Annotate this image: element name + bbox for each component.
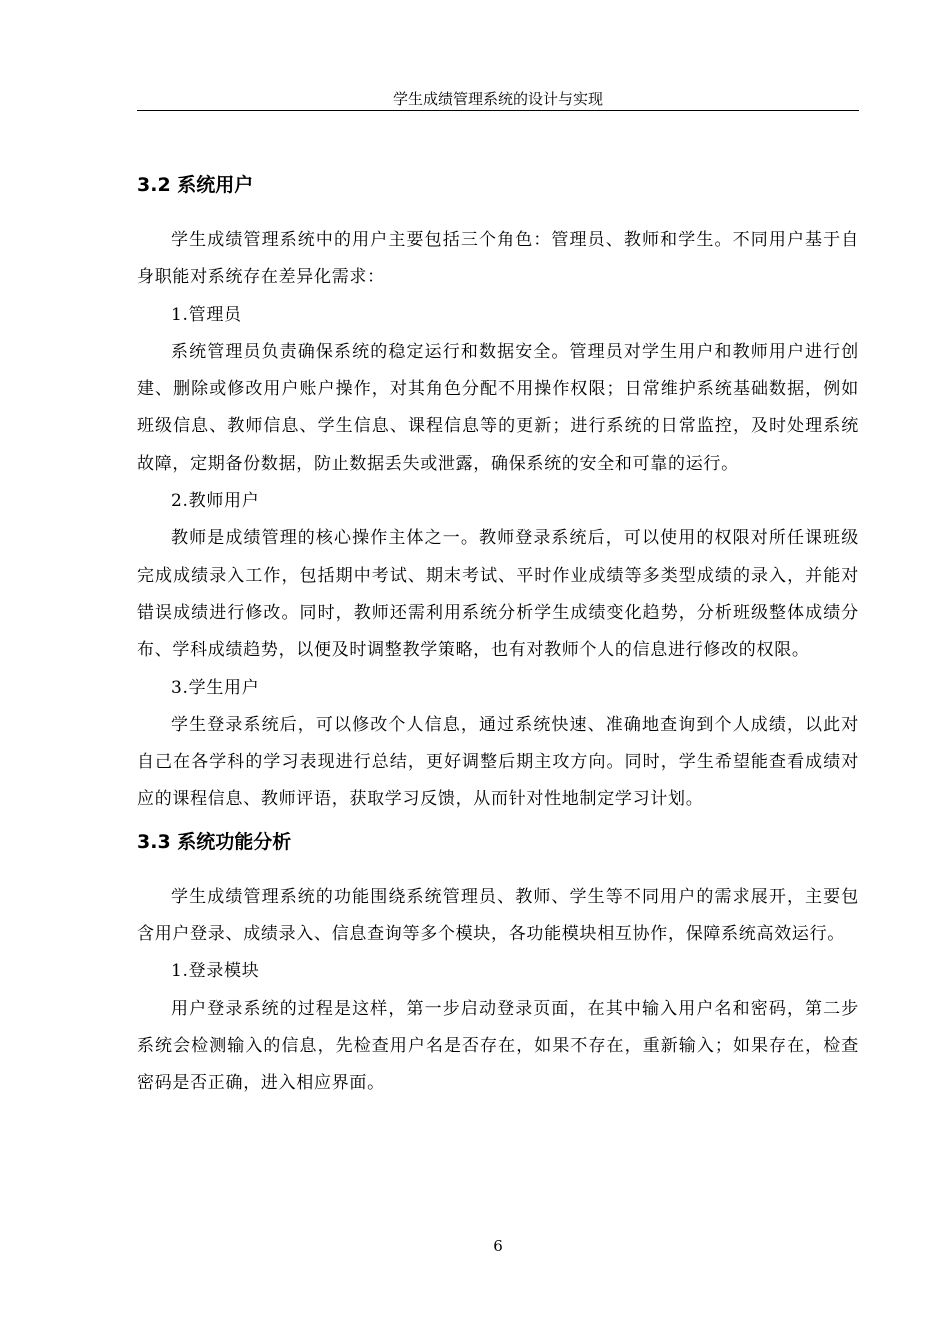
list-item-heading: 1.管理员 <box>171 304 242 325</box>
section-heading-3-2: 3.2 系统用户 <box>137 174 254 196</box>
list-item-heading: 1.登录模块 <box>171 961 260 982</box>
paragraph: 学生登录系统后，可以修改个人信息，通过系统快速、准确地查询到个人成绩，以此对自己在各学科的学习表现进行总结，更好调整后期主攻方向。同时，学生希望能查看成绩对应的课程信息、教师评语，获取学习反馈，从而针对性地制定学习计划。 <box>137 714 859 810</box>
paragraph: 系统管理员负责确保系统的稳定运行和数据安全。管理员对学生用户和教师用户进行创建、删除或修改用户账户操作，对其角色分配不用操作权限；日常维护系统基础数据，例如班级信息、教师信息、学生信息、课程信息等的更新；进行系统的日常监控，及时处理系统故障，定期备份数据，防止数据丢失或泄露，确保系统的安全和可靠的运行。 <box>137 341 859 474</box>
page-number: 6 <box>493 1237 503 1255</box>
paragraph: 教师是成绩管理的核心操作主体之一。教师登录系统后，可以使用的权限对所任课班级完成成绩录入工作，包括期中考试、期末考试、平时作业成绩等多类型成绩的录入，并能对错误成绩进行修改。同时，教师还需利用系统分析学生成绩变化趋势，分析班级整体成绩分布、学科成绩趋势，以便及时调整教学策略，也有对教师个人的信息进行修改的权限。 <box>137 528 859 661</box>
running-header: 学生成绩管理系统的设计与实现 <box>392 90 603 108</box>
list-item-heading: 3.学生用户 <box>171 677 260 698</box>
section-heading-3-3: 3.3 系统功能分析 <box>137 830 292 853</box>
page-body <box>137 170 859 1103</box>
header-divider <box>137 110 859 111</box>
paragraph: 用户登录系统的过程是这样，第一步启动登录页面，在其中输入用户名和密码，第二步系统会检测输入的信息，先检查用户名是否存在，如果不存在，重新输入；如果存在，检查密码是否正确，进入相应界面。 <box>137 998 859 1094</box>
paragraph: 学生成绩管理系统的功能围绕系统管理员、教师、学生等不同用户的需求展开，主要包含用户登录、成绩录入、信息查询等多个模块，各功能模块相互协作，保障系统高效运行。 <box>137 886 859 945</box>
paragraph: 学生成绩管理系统中的用户主要包括三个角色：管理员、教师和学生。不同用户基于自身职能对系统存在差异化需求： <box>137 230 859 288</box>
list-item-heading: 2.教师用户 <box>171 491 260 512</box>
